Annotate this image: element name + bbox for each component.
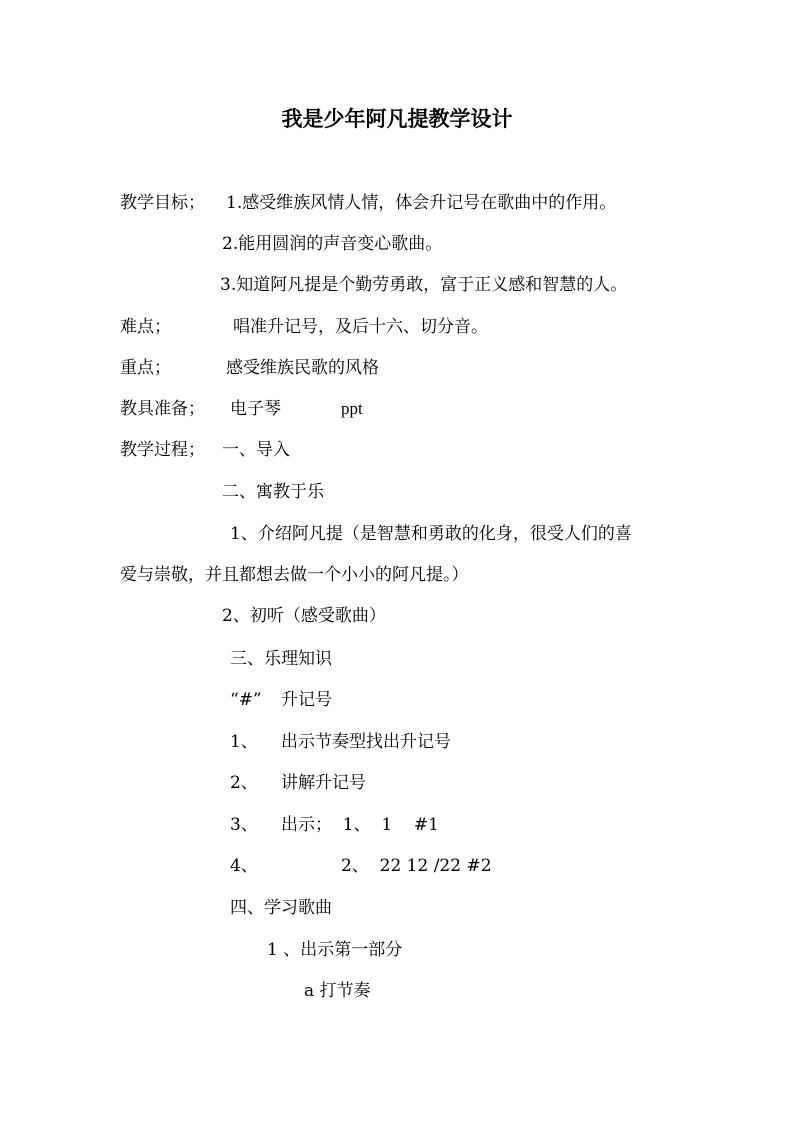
difficulty-text: 唱准升记号，及后十六、切分音。 xyxy=(233,317,488,337)
theory-item-1-text: 出示节奏型找出升记号 xyxy=(281,732,451,752)
process-step-2: 二、寓教于乐 xyxy=(222,482,324,502)
goal-item-1: 1.感受维族风情人情，体会升记号在歌曲中的作用。 xyxy=(226,193,617,213)
process-step-4-sub-1: 1 、出示第一部分 xyxy=(267,940,403,960)
difficulty-label: 难点； xyxy=(120,317,171,337)
theory-item-3-number: 3、 xyxy=(230,815,258,835)
process-label: 教学过程； xyxy=(120,440,205,460)
tools-item-1: 电子琴 xyxy=(230,399,281,419)
tools-item-2: ppt xyxy=(341,399,363,418)
goal-item-3: 3.知道阿凡提是个勤劳勇敢，富于正义感和智慧的人。 xyxy=(220,275,628,295)
process-step-4-sub-1-a: a 打节奏 xyxy=(304,981,371,1001)
theory-item-4-text: 2、 22 12 /22 #2 xyxy=(341,856,492,876)
theory-item-3-text: 出示； 1、 1 #1 xyxy=(281,815,439,835)
theory-item-4-number: 4、 xyxy=(230,856,258,876)
key-point-label: 重点； xyxy=(120,358,171,378)
goals-label: 教学目标； xyxy=(120,193,205,213)
theory-item-2-text: 讲解升记号 xyxy=(281,773,366,793)
goal-item-2: 2.能用圆润的声音变心歌曲。 xyxy=(222,234,443,254)
key-point-text: 感受维族民歌的风格 xyxy=(226,358,379,378)
theory-item-1-number: 1、 xyxy=(230,732,258,752)
process-step-2-sub-2: 2、初听（感受歌曲） xyxy=(222,606,386,626)
sharp-label: 升记号 xyxy=(281,690,332,710)
tools-label: 教具准备； xyxy=(120,399,205,419)
page-title: 我是少年阿凡提教学设计 xyxy=(281,106,513,131)
process-step-2-sub-1-line-1: 1、介绍阿凡提（是智慧和勇敢的化身，很受人们的喜 xyxy=(230,524,632,544)
theory-item-2-number: 2、 xyxy=(230,773,258,793)
sharp-symbol: “#” xyxy=(230,690,262,710)
process-step-3: 三、乐理知识 xyxy=(230,649,332,669)
process-step-2-sub-1-line-2: 爱与崇敬，并且都想去做一个小小的阿凡提。） xyxy=(120,565,469,585)
process-step-1: 一、导入 xyxy=(222,440,290,460)
process-step-4: 四、学习歌曲 xyxy=(230,898,332,918)
